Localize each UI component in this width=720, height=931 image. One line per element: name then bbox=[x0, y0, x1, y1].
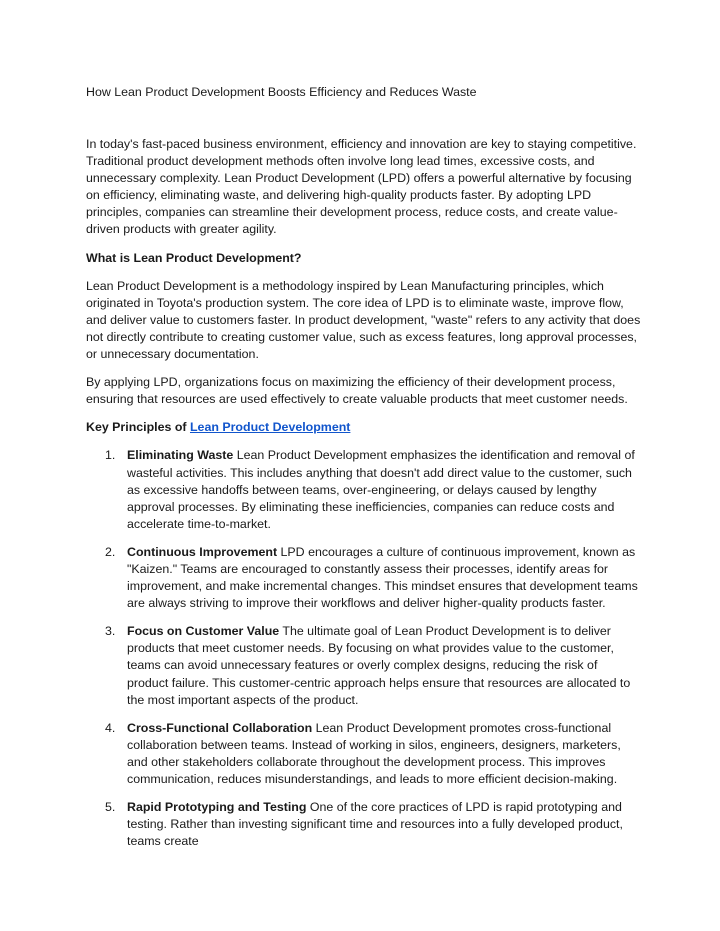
intro-paragraph: In today's fast-paced business environment, efficiency and innovation are key to staying competitive. Traditional product development methods often involve long lead times, excessive costs, and unnecessary complexity. Lean Product Development (LPD) offers a powerful alternative by focusing on efficiency, eliminating waste, and delivering high-quality products faster. By adopting LPD principles, companies can streamline their development process, reduce costs, and create value-driven products with greater agility. bbox=[86, 137, 637, 237]
principle-number: 1. bbox=[105, 448, 116, 463]
key-principles-heading-prefix: Key Principles of bbox=[86, 420, 190, 435]
principle-text: Lean Product Development promotes cross-functional collaboration between teams. Instead of working in silos, engineers, designers, marketers, and other stakeholders collaborate throughout the development process. This improves communication, reduces misunderstandings, and leads to more efficient decision-making. bbox=[127, 720, 621, 786]
key-principles-heading bbox=[86, 419, 642, 436]
principle-number: 2. bbox=[105, 544, 116, 559]
what-is-lpd-paragraph-2: By applying LPD, organizations focus on maximizing the efficiency of their development process, ensuring that resources are used effectively to create valuable products that meet customer needs. bbox=[86, 375, 628, 407]
lean-product-development-link[interactable]: Lean Product Development bbox=[189, 420, 351, 435]
what-is-lpd-heading: What is Lean Product Development? bbox=[86, 250, 302, 265]
principle-item-2 bbox=[105, 544, 642, 612]
principle-item-3 bbox=[105, 623, 642, 708]
principle-number: 4. bbox=[105, 720, 116, 735]
principle-item-4 bbox=[105, 720, 642, 788]
principle-title: Cross-Functional Collaboration bbox=[127, 720, 313, 735]
document-body bbox=[86, 136, 642, 861]
what-is-lpd-paragraph-1: Lean Product Development is a methodology inspired by Lean Manufacturing principles, which originated in Toyota's production system. The core idea of LPD is to eliminate waste, improve flow, and deliver value to customers faster. In product development, "waste" refers to any activity that does not directly contribute to creating customer value, such as excess features, long approval processes, or unnecessary documentation. bbox=[86, 278, 641, 362]
principle-item-1 bbox=[105, 447, 642, 532]
principle-title: Eliminating Waste bbox=[127, 448, 234, 463]
principle-title: Focus on Customer Value bbox=[127, 624, 280, 639]
principle-text: LPD encourages a culture of continuous improvement, known as "Kaizen." Teams are encouraged to constantly assess their processes, identify areas for improvement, and make incremental changes. This mindset ensures that development teams are always striving to improve their workflows and deliver higher-quality products faster. bbox=[127, 544, 638, 611]
principle-title: Rapid Prototyping and Testing bbox=[127, 800, 307, 815]
principle-text: One of the core practices of LPD is rapid prototyping and testing. Rather than investing significant time and resources into a fully developed product, teams create bbox=[127, 800, 623, 849]
principle-text: Lean Product Development emphasizes the identification and removal of wasteful activities. This includes anything that doesn't add direct value to the customer, such as excessive handoffs between teams, over-engineering, or delays caused by lengthy approval processes. By eliminating these inefficiencies, companies can reduce costs and accelerate time-to-market. bbox=[127, 448, 635, 531]
principle-number: 5. bbox=[105, 800, 116, 815]
principles-list bbox=[86, 447, 642, 850]
principle-title: Continuous Improvement bbox=[127, 544, 278, 559]
principle-text: The ultimate goal of Lean Product Development is to deliver products that meet customer needs. By focusing on what provides value to the customer, teams can avoid unnecessary features or overly complex designs, reducing the risk of product failure. This customer-centric approach helps ensure that resources are allocated to the most important aspects of the product. bbox=[127, 624, 631, 707]
document-title: How Lean Product Development Boosts Efficiency and Reduces Waste bbox=[86, 85, 477, 99]
principle-item-5 bbox=[105, 799, 642, 850]
principle-number: 3. bbox=[105, 624, 116, 639]
